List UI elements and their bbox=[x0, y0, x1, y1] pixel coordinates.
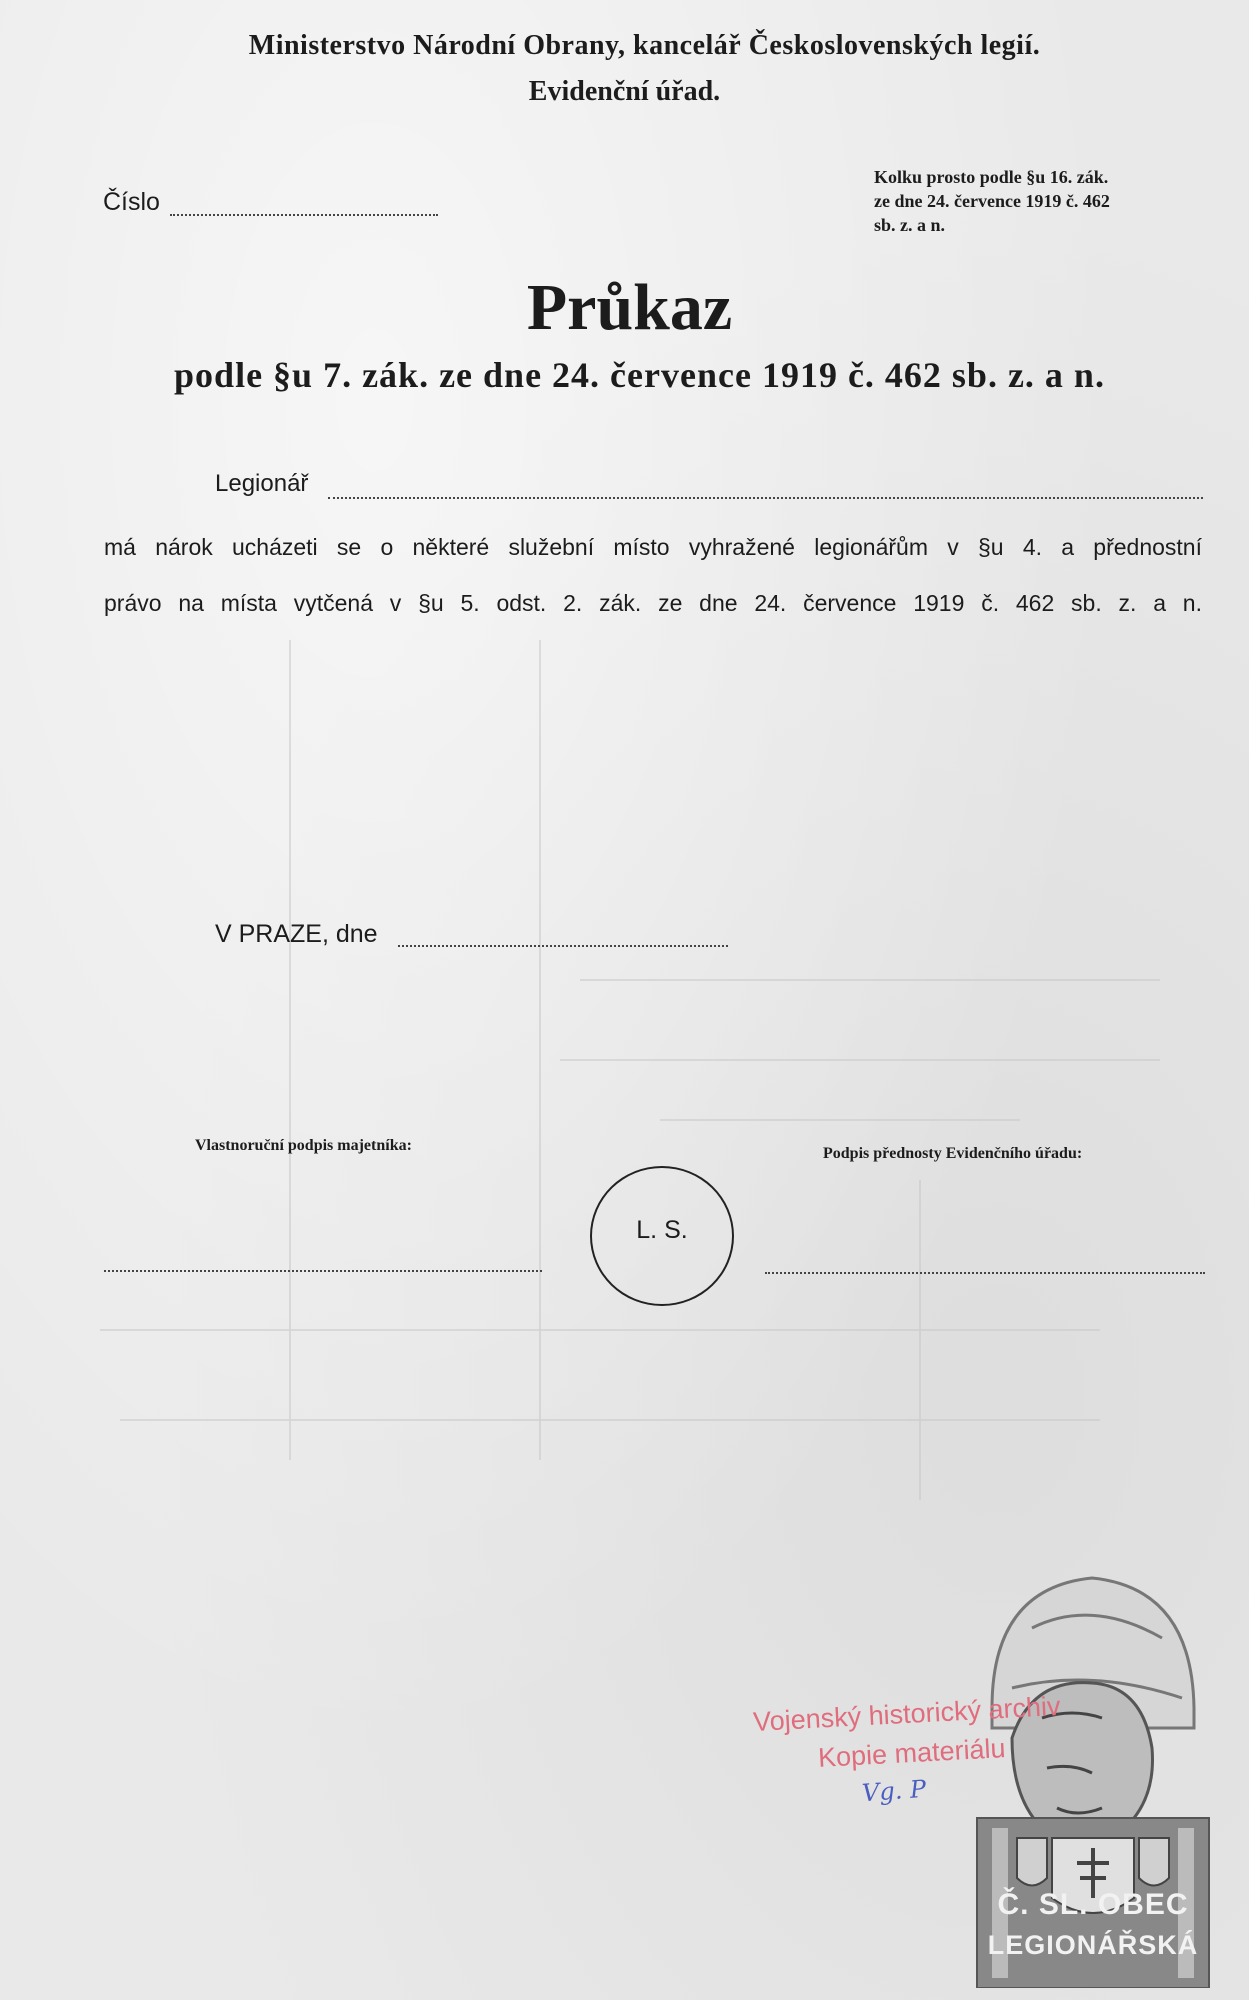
stamp-duty-note bbox=[874, 165, 1214, 237]
stamp-duty-line-3: sb. z. a n. bbox=[874, 215, 946, 235]
stamp-duty-line-2: ze dne 24. července 1919 č. 462 bbox=[874, 191, 1110, 211]
entitlement-text-line-2: právo na místa vytčená v §u 5. odst. 2. zák. ze dne 24. července 1919 č. 462 sb. z. a n. bbox=[104, 590, 1202, 616]
legionnaire-label: Legionář bbox=[215, 470, 309, 497]
document-subtitle: podle §u 7. zák. ze dne 24. července 1919 č. 462 sb. z. a n. bbox=[174, 355, 1105, 395]
owner-signature-line bbox=[104, 1270, 542, 1272]
place-date-label: V PRAZE, dne bbox=[215, 920, 378, 948]
number-label: Číslo bbox=[103, 188, 160, 216]
number-blank-line bbox=[170, 214, 438, 216]
chief-signature-label: Podpis přednosty Evidenčního úřadu: bbox=[823, 1145, 1083, 1162]
legion-emblem-icon bbox=[972, 1568, 1214, 1988]
emblem-text-line-1: Č. SL. OBEC bbox=[997, 1888, 1189, 1921]
date-blank-line bbox=[398, 945, 728, 947]
chief-signature-line bbox=[765, 1272, 1205, 1274]
document-title: Průkaz bbox=[526, 271, 733, 344]
ministry-header: Ministerstvo Národní Obrany, kancelář Československých legií. bbox=[248, 30, 1041, 61]
archive-stamp-line-1: Vojenský historický archiv bbox=[752, 1690, 1062, 1738]
entitlement-text-line-1: má nárok ucházeti se o některé služební místo vyhražené legionářům v §u 4. a přednostní bbox=[104, 534, 1202, 560]
legionnaire-blank-line bbox=[328, 497, 1203, 499]
seal-text: L. S. bbox=[636, 1216, 688, 1244]
archive-stamp-line-2: Kopie materiálu bbox=[817, 1733, 1007, 1773]
emblem-text-line-2: LEGIONÁŘSKÁ bbox=[987, 1930, 1199, 1960]
office-header: Evidenční úřad. bbox=[528, 76, 721, 107]
archive-handwritten-mark: Vg. P bbox=[861, 1774, 928, 1808]
owner-signature-label: Vlastnoruční podpis majetníka: bbox=[195, 1137, 412, 1154]
stamp-duty-line-1: Kolku prosto podle §u 16. zák. bbox=[874, 167, 1109, 187]
